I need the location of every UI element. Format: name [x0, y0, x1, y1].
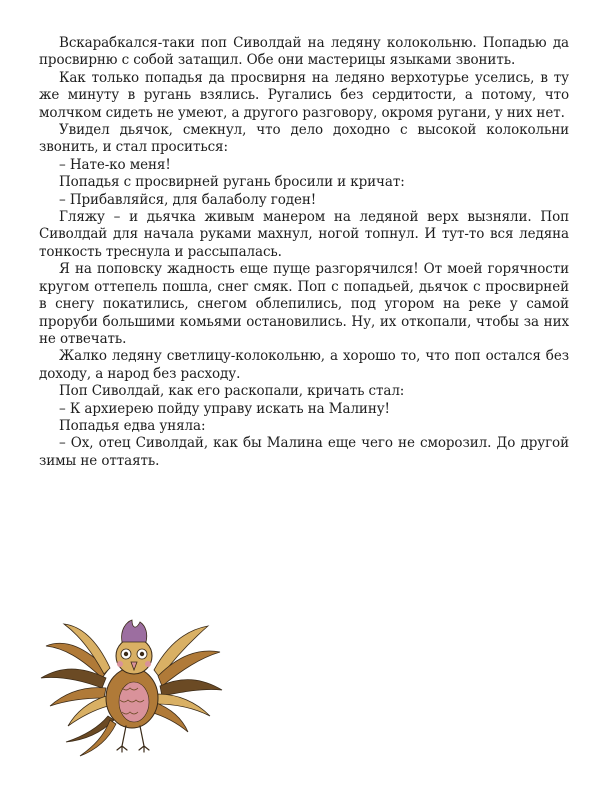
- paragraph: – К архиерею пойду управу искать на Малину!: [59, 400, 390, 417]
- paragraph: Вскарабкался-таки поп Сиволдай на ледяну колокольню. Попадью да просвирню с собой затащил. Обе они мастерицы языками звонить.: [39, 35, 569, 69]
- paragraph: Поп Сиволдай, как его раскопали, кричать стал:: [59, 383, 405, 400]
- firebird-illustration-icon: [36, 608, 226, 763]
- paragraph: Как только попадья да просвирня на ледяно верхотурье уселись, в ту же минуту в ругань взялись. Ругались без сердитости, а потому, что молчком сидеть не умеют, а другого разговору, окромя ругани, у них нет.: [39, 69, 569, 121]
- paragraph: Я на поповску жадность еще пуще разгорячился! От моей горячности кругом оттепель пошла, снег смяк. Поп с попадьей, дьячок с просвирней в снегу покатились, снегом облепились, под угором на реке у самой проруби большими комьями остановились. Ну, их откопали, чтобы за них не отвечать.: [39, 261, 569, 347]
- paragraph: Жалко ледяну светлицу-колокольню, а хорошо то, что поп остался без доходу, а народ без расходу.: [39, 348, 569, 382]
- paragraph: Попадья с просвирней ругань бросили и кричат:: [59, 174, 405, 191]
- paragraph: – Ох, отец Сиволдай, как бы Малина еще чего не сморозил. До другой зимы не оттаять.: [39, 435, 569, 469]
- paragraph: Гляжу – и дьячка живым манером на ледяной верх вызняли. Поп Сиволдай для начала руками махнул, ногой топнул. И тут-то вся ледяна тонкость треснула и рассыпалась.: [39, 209, 569, 260]
- paragraph: Попадья едва уняла:: [59, 417, 206, 434]
- paragraph: Увидел дьячок, смекнул, что дело доходно с высокой колокольни звонить, и стал проситься:: [39, 122, 569, 156]
- story-text: [39, 35, 569, 470]
- paragraph: – Нате-ко меня!: [59, 156, 171, 173]
- paragraph: – Прибавляйся, для балаболу годен!: [59, 191, 317, 208]
